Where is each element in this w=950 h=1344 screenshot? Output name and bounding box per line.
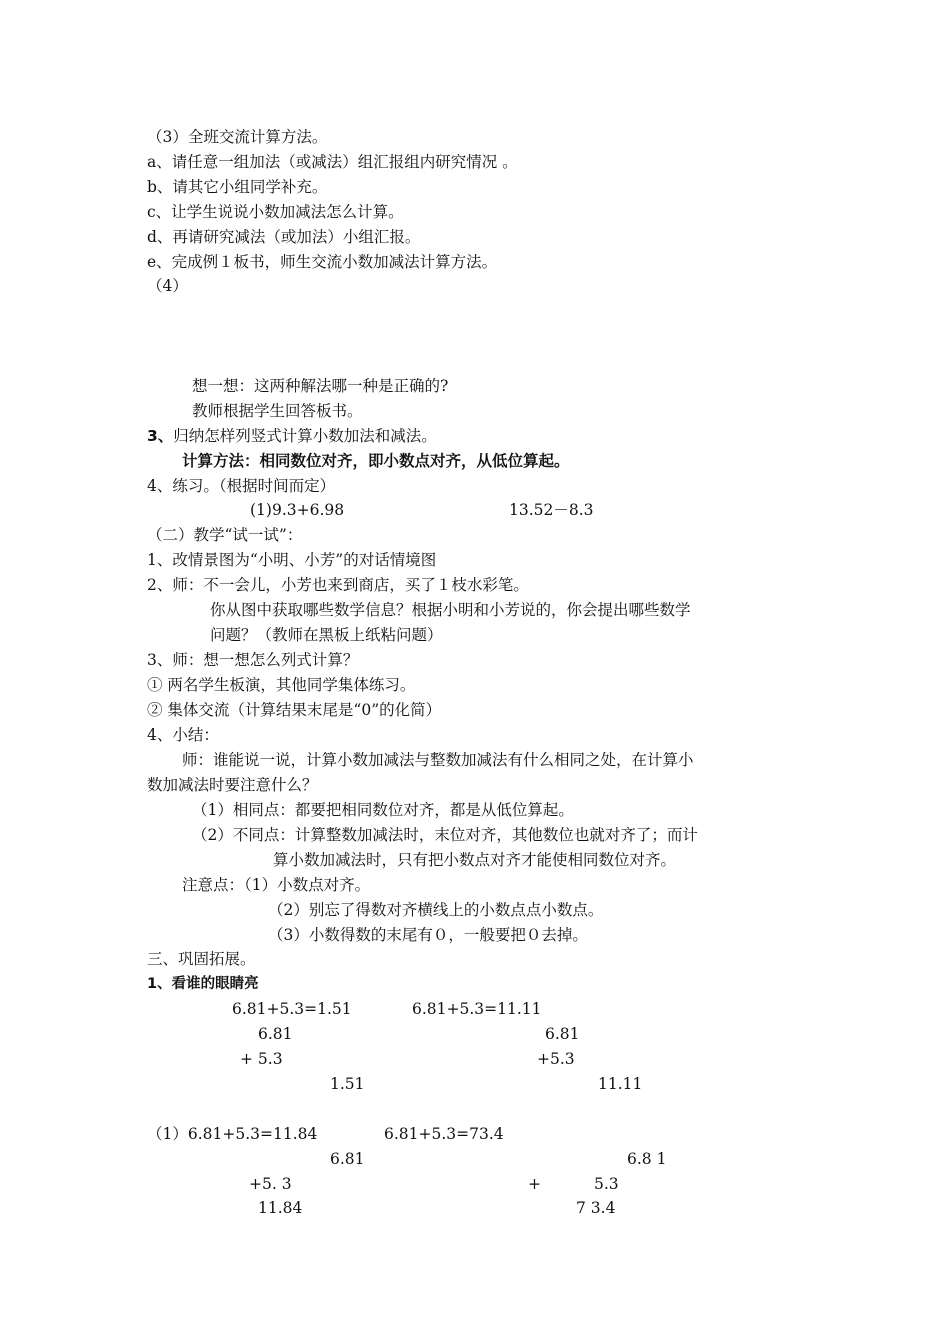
vertical-calc-top: 6.81 (330, 1150, 365, 1168)
text-line: 2、师：不一会儿，小芳也来到商店，买了１枝水彩笔。 (147, 576, 529, 594)
equation: （1）6.81+5.3=11.84 (147, 1125, 318, 1143)
text-line: 教师根据学生回答板书。 (192, 402, 363, 420)
text-line: （4） (147, 277, 188, 295)
vertical-calc-operand: +5. 3 (249, 1175, 292, 1193)
vertical-calc-result: 1.51 (330, 1075, 365, 1093)
text-line: （2）别忘了得数对齐横线上的小数点点小数点。 (268, 901, 604, 919)
text-line: ① 两名学生板演，其他同学集体练习。 (147, 676, 416, 694)
text-line: b、请其它小组同学补充。 (147, 178, 328, 196)
text-line: 3、师：想一想怎么列式计算？ (147, 651, 359, 669)
exercise-expression: 13.52－8.3 (509, 501, 594, 519)
vertical-calc-operand: + 5.3 (240, 1050, 283, 1068)
text-line: d、再请研究减法（或加法）小组汇报。 (147, 228, 421, 246)
text-line: 师：谁能说一说，计算小数加减法与整数加减法有什么相同之处，在计算小 (182, 751, 694, 769)
text-line: （3）小数得数的末尾有０，一般要把０去掉。 (268, 926, 588, 944)
equation: 6.81+5.3=11.11 (412, 1000, 542, 1018)
text-line: c、让学生说说小数加减法怎么计算。 (147, 203, 404, 221)
vertical-calc-top: 6.81 (545, 1025, 580, 1043)
text-line: 问题？（教师在黑板上纸粘问题） (210, 626, 443, 644)
exercise-expression: (1)9.3+6.98 (250, 501, 345, 519)
vertical-calc-operand: 5.3 (594, 1175, 619, 1193)
section-heading: （二）教学“试一试”： (147, 526, 303, 544)
text-line (147, 426, 437, 446)
text-line: 你从图中获取哪些数学信息？根据小明和小芳说的，你会提出哪些数学 (210, 601, 691, 619)
text-line: （3）全班交流计算方法。 (147, 128, 328, 146)
list-number: 3、 (147, 427, 174, 445)
vertical-calc-operand: +5.3 (537, 1050, 575, 1068)
text-line: 算小数加减法时，只有把小数点对齐才能使相同数位对齐。 (273, 851, 677, 869)
equation: 6.81+5.3=1.51 (232, 1000, 352, 1018)
text-line: ② 集体交流（计算结果末尾是“0”的化简） (147, 701, 442, 719)
method-summary: 计算方法：相同数位对齐，即小数点对齐，从低位算起。 (182, 452, 570, 470)
text-line: a、请任意一组加法（或减法）组汇报组内研究情况 。 (147, 153, 518, 171)
text-line: 数加减法时要注意什么？ (147, 776, 318, 794)
vertical-calc-top: 6.81 (258, 1025, 293, 1043)
text-span: 归纳怎样列竖式计算小数加法和减法。 (173, 427, 437, 445)
equation: 6.81+5.3=73.4 (384, 1125, 504, 1143)
text-line: e、完成例１板书，师生交流小数加减法计算方法。 (147, 253, 498, 271)
vertical-calc-result: 11.84 (258, 1199, 303, 1217)
text-line: 4、小结： (147, 726, 219, 744)
subsection-heading: 1、看谁的眼睛亮 (147, 976, 259, 992)
text-line: 1、改情景图为“小明、小芳”的对话情境图 (147, 551, 437, 569)
vertical-calc-result: 7 3.4 (576, 1199, 616, 1217)
text-line: 注意点：（1）小数点对齐。 (182, 876, 371, 894)
vertical-calc-top: 6.8 1 (627, 1150, 667, 1168)
text-line: （2）不同点：计算整数加减法时，末位对齐，其他数位也就对齐了；而计 (192, 826, 698, 844)
text-line: 4、练习。（根据时间而定） (147, 477, 336, 495)
vertical-calc-result: 11.11 (598, 1075, 643, 1093)
plus-sign: + (528, 1175, 541, 1193)
section-heading: 三、巩固拓展。 (147, 950, 256, 968)
text-line: 想一想：这两种解法哪一种是正确的? (192, 377, 449, 395)
text-line: （1）相同点：都要把相同数位对齐，都是从低位算起。 (192, 801, 574, 819)
